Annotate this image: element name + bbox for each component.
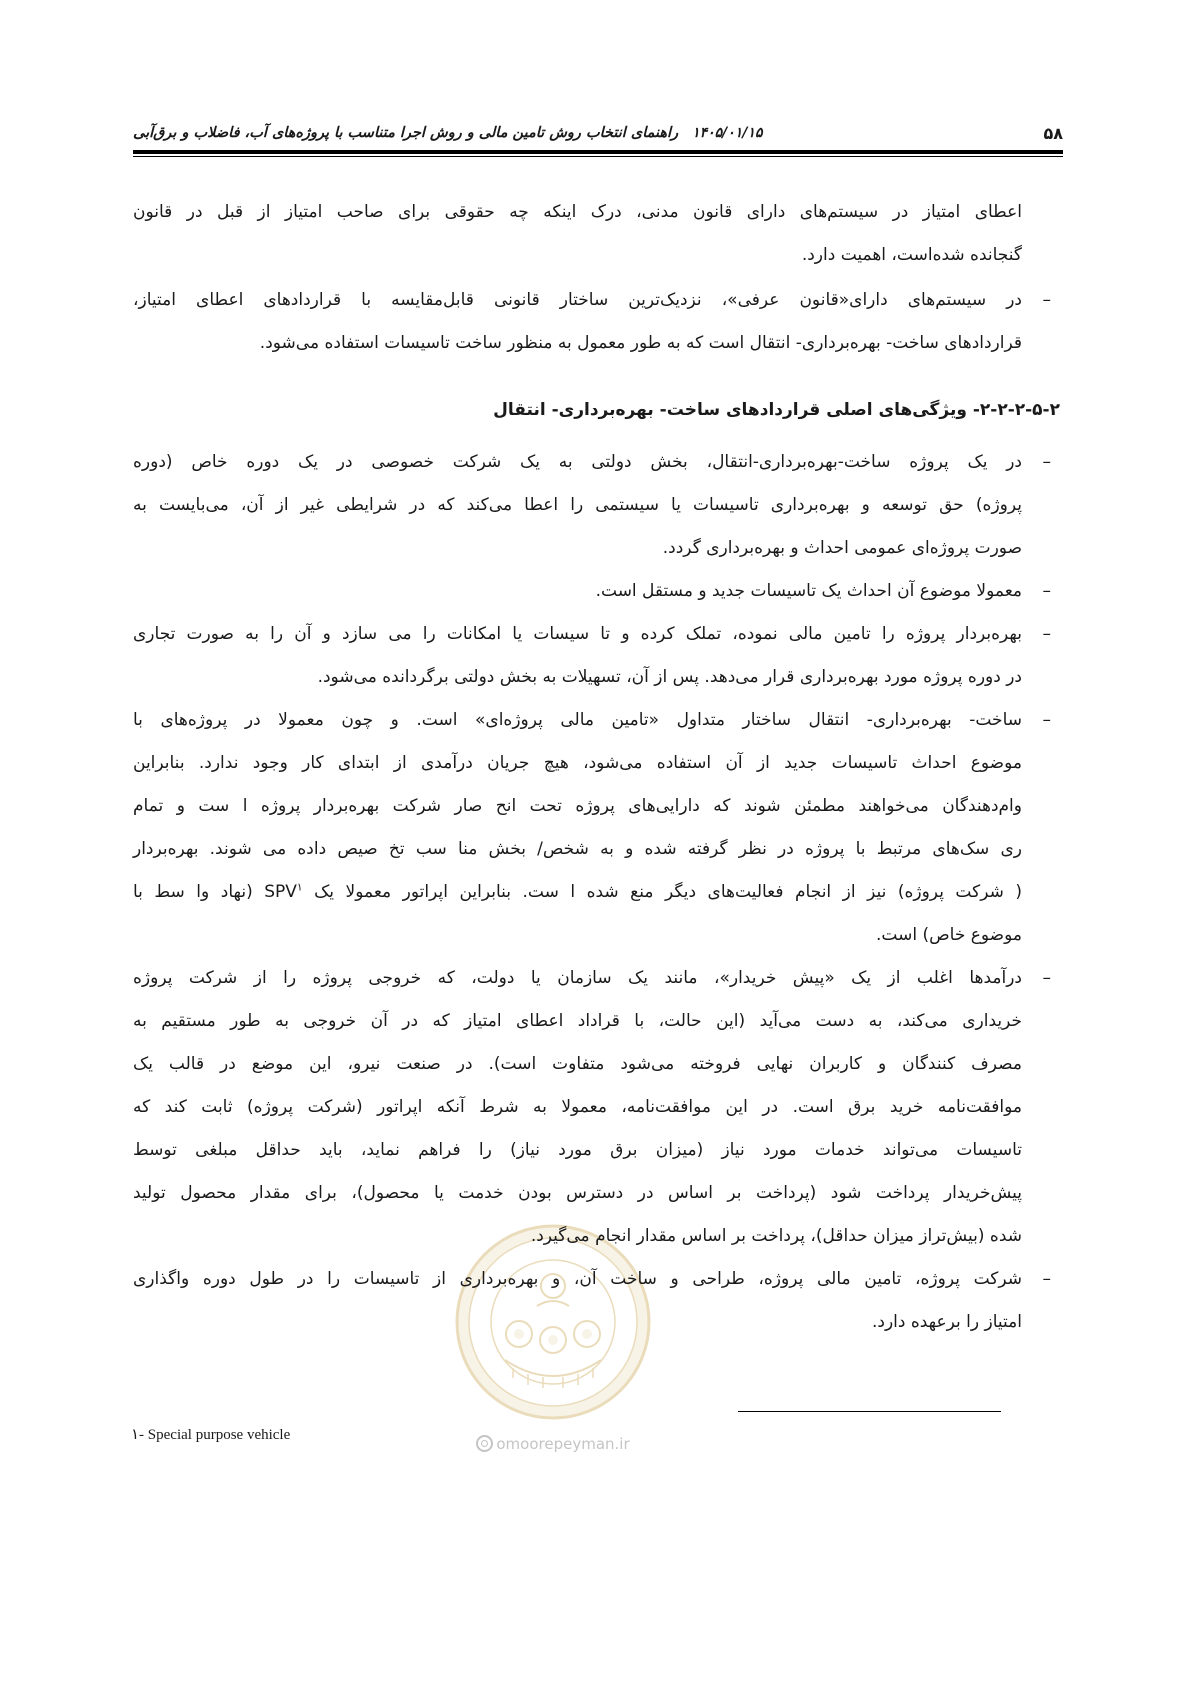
body-line: مصرف کنندگان و کاربران نهایی فروخته می‌شود متفاوت است). در صنعت نیرو، این موضع در قالب یک (133, 1054, 1022, 1074)
at-icon (476, 1435, 493, 1452)
section-heading: ۲-۲-۲-۵-۲- ویژگی‌های اصلی قراردادهای ساخت- بهره‌برداری- انتقال (493, 400, 1060, 420)
body-line: گنجانده شده‌است، اهمیت دارد. (801, 245, 1022, 265)
header-rule-thin (133, 156, 1063, 157)
header-title: راهنمای انتخاب روش تامین مالی و روش اجرا متناسب با پروژه‌های آب، فاضلاب و برق‌آبی (133, 125, 679, 141)
body-line: معمولا موضوع آن احداث یک تاسیسات جدید و مستقل است. (595, 581, 1022, 601)
bullet-marker: – (1042, 1269, 1051, 1289)
bullet-marker: – (1042, 624, 1051, 644)
header-rule-thick (133, 150, 1063, 154)
body-line: قراردادهای ساخت- بهره‌برداری- انتقال است که به طور معمول به منظور ساخت تاسیسات استفاده می‌شود. (259, 333, 1022, 353)
body-line: درآمدها اغلب از یک «پیش خریدار»، مانند یک سازمان یا دولت، که خروجی پروژه را از شرکت پروژه (133, 968, 1022, 988)
body-line: در دوره پروژه مورد بهره‌برداری قرار می‌دهد. پس از آن، تسهیلات به بخش دولتی برگردانده می‌شود. (317, 667, 1022, 687)
header-date: ۱۴۰۵/۰۱/۱۵ (692, 125, 763, 141)
bullet-item (133, 699, 1063, 957)
body-line (133, 871, 1022, 914)
body-line: ری سک‌های مرتبط با پروژه در نظر گرفته شده و به شخص/ بخش منا سب تخ صیص داده می شوند. بهره‌بردار (133, 839, 1022, 859)
body-line: پیش‌خریدار پرداخت شود (پرداخت بر اساس در دسترس بودن خدمت یا محصول)، برای مقدار محصول تولید (133, 1183, 1022, 1203)
bullet-item (133, 613, 1063, 699)
body-line: اعطای امتیاز در سیستم‌های دارای قانون مدنی، درک اینکه چه حقوقی برای صاحب امتیاز از قبل در قانون (133, 202, 1022, 222)
bullet-item (133, 957, 1063, 1258)
footnote-reference: ۱ (296, 881, 303, 894)
intro-paragraph (133, 191, 1063, 277)
body-line: در یک پروژه ساخت-بهره‌برداری-انتقال، بخش دولتی به یک شرکت خصوصی در یک دوره خاص (دوره (133, 452, 1022, 472)
body-line: در سیستم‌های دارای«قانون عرفی»، نزدیک‌ترین ساختار قانونی قابل‌مقایسه با قراردادهای اعطای امتیاز، (133, 290, 1022, 310)
page-number: ۵۸ (1043, 123, 1063, 143)
watermark-url-text: omoorepeyman.ir (496, 1435, 630, 1453)
footnote-separator (738, 1411, 1001, 1412)
body-line: پروژه) حق توسعه و بهره‌برداری تاسیسات یا سیستمی را اعطا می‌کند که در شرایطی غیر از آن، می‌بایست به (133, 495, 1022, 515)
watermark-url (453, 1435, 653, 1453)
bullet-item (133, 441, 1063, 570)
body-line: شرکت پروژه، تامین مالی پروژه، طراحی و ساخت آن، و بهره‌برداری از تاسیسات را در طول دوره واگذاری (133, 1269, 1022, 1289)
bullet-item (133, 570, 1063, 613)
bullet-marker: – (1042, 290, 1051, 310)
bullet-marker: – (1042, 710, 1051, 730)
body-line: تاسیسات می‌تواند خدمات مورد نیاز (میزان برق مورد نیاز) را فراهم نماید، باید حداقل مبلغی توسط (133, 1140, 1022, 1160)
body-line: امتیاز را برعهده دارد. (871, 1312, 1022, 1332)
body-line: شده (بیش‌تراز میزان حداقل)، پرداخت بر اساس مقدار انجام می‌گیرد. (530, 1226, 1022, 1246)
body-line: بهره‌بردار پروژه را تامین مالی نموده، تملک کرده و تا سیسات یا امکانات را می سازد و آن را به صورت تجاری (133, 624, 1022, 644)
body-line: صورت پروژه‌ای عمومی احداث و بهره‌برداری گردد. (662, 538, 1022, 558)
body-line: وام‌دهندگان می‌خواهند مطمئن شوند که دارایی‌های پروژه تحت انح صار شرکت بهره‌بردار پروژه ا ست و تمام (133, 796, 1022, 816)
footnote-text: ۱- Special purpose vehicle (131, 1427, 291, 1443)
body-line: ساخت- بهره‌برداری- انتقال ساختار متداول «تامین مالی پروژه‌ای» است. و چون معمولا در پروژه‌های با (133, 710, 1022, 730)
body-line: موافقت‌نامه خرید برق است. در این موافقت‌نامه، معمولا به شرط آنکه اپراتور (شرکت پروژه) ثابت کند که (133, 1097, 1022, 1117)
bullet-marker: – (1042, 968, 1051, 988)
bullet-item (133, 1258, 1063, 1344)
line-text: (نهاد وا سط با (133, 882, 265, 902)
body-line: موضوع احداث تاسیسات جدید از آن استفاده می‌شود، هیچ جریان درآمدی از ابتدای کار وجود ندارد. بنابراین (133, 753, 1022, 773)
bullet-marker: – (1042, 581, 1051, 601)
bullet-marker: – (1042, 452, 1051, 472)
body-line: موضوع خاص) است. (876, 925, 1022, 945)
section-heading-block (133, 389, 1063, 432)
bullet-item (133, 279, 1063, 365)
line-text: ( شرکت پروژه) نیز از انجام فعالیت‌های دیگر منع شده ا ست. بنابراین اپراتور معمولا یک SPV (264, 882, 1022, 902)
body-line: خریداری می‌کند، به دست می‌آید (این حالت، با قراداد اعطای امتیاز که در آن خروجی به طور مستقیم به (133, 1011, 1022, 1031)
running-header (133, 119, 1063, 147)
